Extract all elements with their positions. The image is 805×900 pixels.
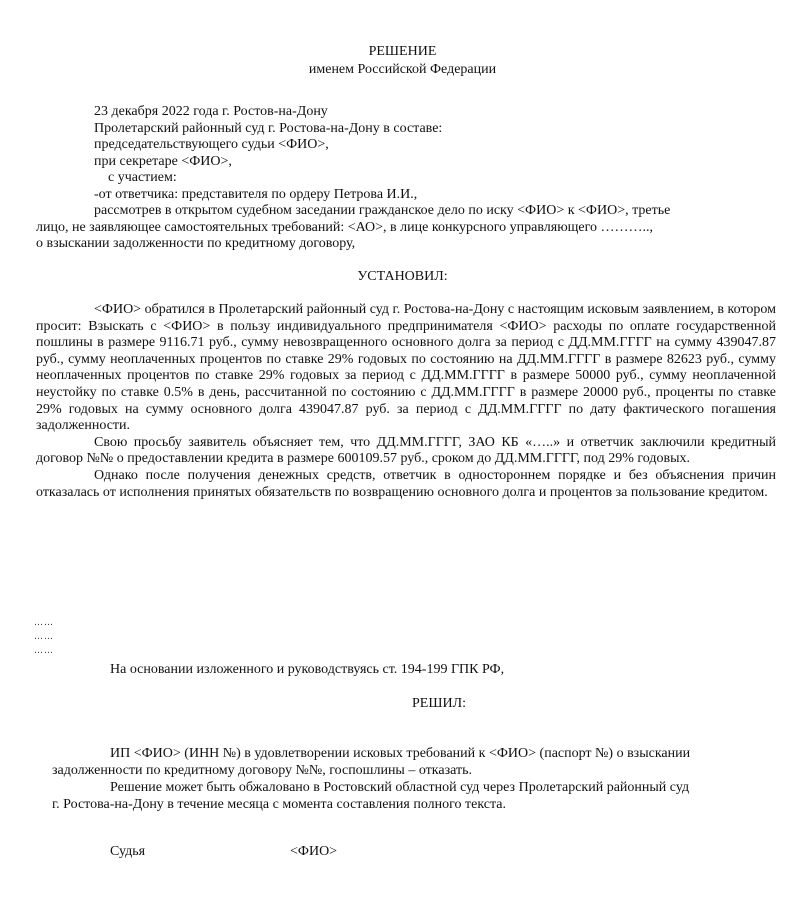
consider-line2: лицо, не заявляющее самостоятельных требований: <АО>, в лице конкурсного управляющего ……….., (36, 220, 654, 235)
appeal-line1: Решение может быть обжаловано в Ростовский областной суд через Пролетарский районный суд (110, 780, 690, 795)
signature-name: <ФИО> (290, 844, 338, 859)
decision-line2: задолженности по кредитному договору №№, госпошлины – отказать. (52, 763, 472, 778)
intro-line: при секретаре <ФИО>, (94, 153, 232, 169)
paragraph-default: Однако после получения денежных средств, ответчик в одностороннем порядке и без объяснения причин отказалась от исполнения принятых обязательств по возвращению основного долга и процентов за пользование кредитом. (36, 467, 776, 500)
established-section (36, 302, 776, 501)
intro-line: 23 декабря 2022 года г. Ростов-на-Дону (94, 104, 328, 119)
established-heading: УСТАНОВИЛ: (357, 269, 448, 284)
consider-line1: рассмотрев в открытом судебном заседании гражданское дело по иску <ФИО> к <ФИО>, третье (94, 203, 671, 218)
intro-block (94, 104, 442, 204)
appeal-line2: г. Ростова-на-Дону в течение месяца с момента составления полного текста. (52, 797, 507, 812)
intro-line: председательствующего судьи <ФИО>, (94, 137, 329, 153)
document-subtitle: именем Российской Федерации (308, 62, 497, 77)
document-title: РЕШЕНИЕ (368, 44, 437, 59)
ellipsis-mark: …… (34, 618, 54, 628)
paragraph-claim: <ФИО> обратился в Пролетарский районный суд г. Ростова-на-Дону с настоящим исковым заявлением, в котором просит: Взыскать с <ФИО> в пользу индивидуального предпринимателя <ФИО> расходы по оплате государственной пошлины в размере 9116.71 руб., сумму невозвращенного основного долга за период с ДД.ММ.ГГГГ на сумму 439047.87 руб., сумму неоплаченных процентов по ставке 29% годовых по состоянию на ДД.ММ.ГГГГ в размере 82623 руб., сумму неоплаченных процентов по ставке 29% годовых за период с ДД.ММ.ГГГГ в размере 50000 руб., сумму неоплаченной неустойку по ставке 0.5% в день, рассчитанной по состоянию с ДД.ММ.ГГГГ в размере 20000 руб., проценты по ставке 29% годовых на сумму основного долга 439047.87 руб. за период с ДД.ММ.ГГГГ по дату фактического погашения задолженности. (36, 302, 776, 434)
consider-line3: о взыскании задолженности по кредитному договору, (36, 236, 356, 251)
paragraph-contract: Свою просьбу заявитель объясняет тем, что ДД.ММ.ГГГГ, ЗАО КБ «…..» и ответчик заключили кредитный договор №№ о предоставлении кредита в размере 600109.57 руб., сроком до ДД.ММ.ГГГГ, под 29% годовых. (36, 434, 776, 467)
decision-line1: ИП <ФИО> (ИНН №) в удовлетворении исковых требований к <ФИО> (паспорт №) о взыскании (110, 746, 691, 761)
ellipsis-mark: …… (34, 646, 54, 656)
intro-line: Пролетарский районный суд г. Ростова-на-Дону в составе: (94, 120, 443, 136)
signature-role: Судья (110, 844, 146, 859)
basis-line: На основании изложенного и руководствуясь ст. 194-199 ГПК РФ, (110, 662, 505, 677)
ellipsis-mark: …… (34, 632, 54, 642)
intro-line: с участием: (108, 170, 177, 186)
intro-line: -от ответчика: представителя по ордеру Петрова И.И., (94, 186, 418, 202)
ellipsis-marks (34, 616, 54, 658)
decided-heading: РЕШИЛ: (412, 696, 466, 711)
